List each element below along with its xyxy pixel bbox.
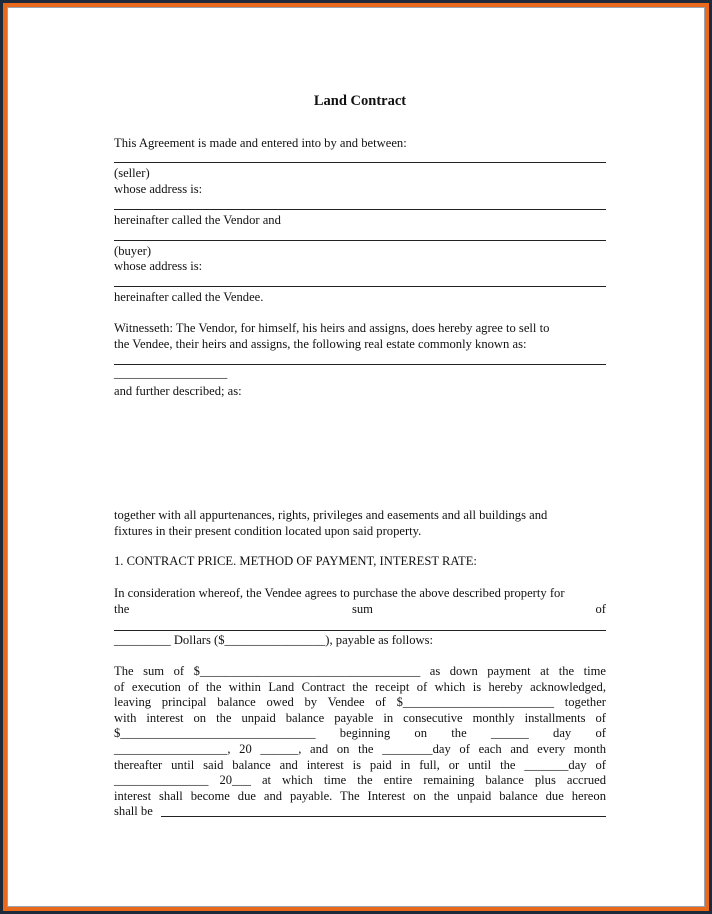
frame-border	[3, 3, 709, 911]
further-described-label: and further described; as:	[114, 384, 242, 398]
payment-line[interactable]: $_______________________________ beginning on the ______ day of	[114, 726, 606, 741]
appurtenances-line-2: fixtures in their present condition located upon said property.	[114, 524, 422, 538]
document-title: Land Contract	[313, 93, 407, 109]
consideration-word-the: the	[114, 602, 130, 616]
payment-line[interactable]: __________________, 20 ______, and on the ________day of each and every month	[114, 741, 606, 756]
consideration-word-sum: sum	[351, 602, 373, 616]
dollars-line[interactable]: _________ Dollars ($________________), payable as follows:	[114, 633, 434, 647]
appurtenances-line-1: together with all appurtenances, rights, privileges and easements and all buildings and	[114, 508, 548, 522]
payment-paragraph	[114, 664, 606, 804]
payment-line: of execution of the within Land Contract the receipt of which is hereby acknowledged,	[114, 679, 606, 694]
sum-in-words-line[interactable]	[114, 630, 606, 631]
buyer-address-line[interactable]	[114, 286, 606, 287]
witnesseth-line-1: Witnesseth: The Vendor, for himself, his heirs and assigns, does hereby agree to sell to	[114, 321, 550, 335]
buyer-name-line[interactable]	[114, 240, 606, 241]
buyer-label: (buyer)	[114, 244, 152, 258]
vendor-designation: hereinafter called the Vendor and	[114, 213, 281, 227]
property-address-line[interactable]	[114, 364, 606, 365]
payment-line[interactable]: leaving principal balance owed by Vendee of $________________________ together	[114, 695, 606, 710]
consideration-word-of: of	[595, 602, 606, 616]
payment-line[interactable]: _______________ 20___ at which time the entire remaining balance plus accrued	[114, 773, 606, 788]
intro-text: This Agreement is made and entered into by and between:	[114, 136, 407, 150]
interest-rate-line[interactable]	[161, 816, 606, 817]
payment-line[interactable]: The sum of $___________________________________ as down payment at the time	[114, 664, 606, 678]
consideration-line-1: In consideration whereof, the Vendee agrees to purchase the above described property for	[114, 586, 565, 600]
seller-label: (seller)	[114, 166, 150, 180]
seller-address-line[interactable]	[114, 209, 606, 210]
property-address-continuation[interactable]: __________________	[114, 366, 228, 380]
seller-name-line[interactable]	[114, 162, 606, 163]
payment-line[interactable]: thereafter until said balance and interest is paid in full, or until the _______day of	[114, 757, 606, 772]
seller-address-label: whose address is:	[114, 182, 203, 196]
payment-line: with interest on the unpaid balance payable in consecutive monthly installments of	[114, 710, 606, 725]
shall-be-label: shall be	[114, 804, 153, 818]
vendee-designation: hereinafter called the Vendee.	[114, 290, 264, 304]
witnesseth-line-2: the Vendee, their heirs and assigns, the following real estate commonly known as:	[114, 337, 527, 351]
section-1-heading: 1. CONTRACT PRICE. METHOD OF PAYMENT, INTEREST RATE:	[114, 554, 477, 568]
buyer-address-label: whose address is:	[114, 259, 203, 273]
document-canvas	[7, 7, 705, 907]
consideration-line-2	[114, 602, 606, 618]
payment-line: interest shall become due and payable. The Interest on the unpaid balance due hereon	[114, 788, 606, 803]
